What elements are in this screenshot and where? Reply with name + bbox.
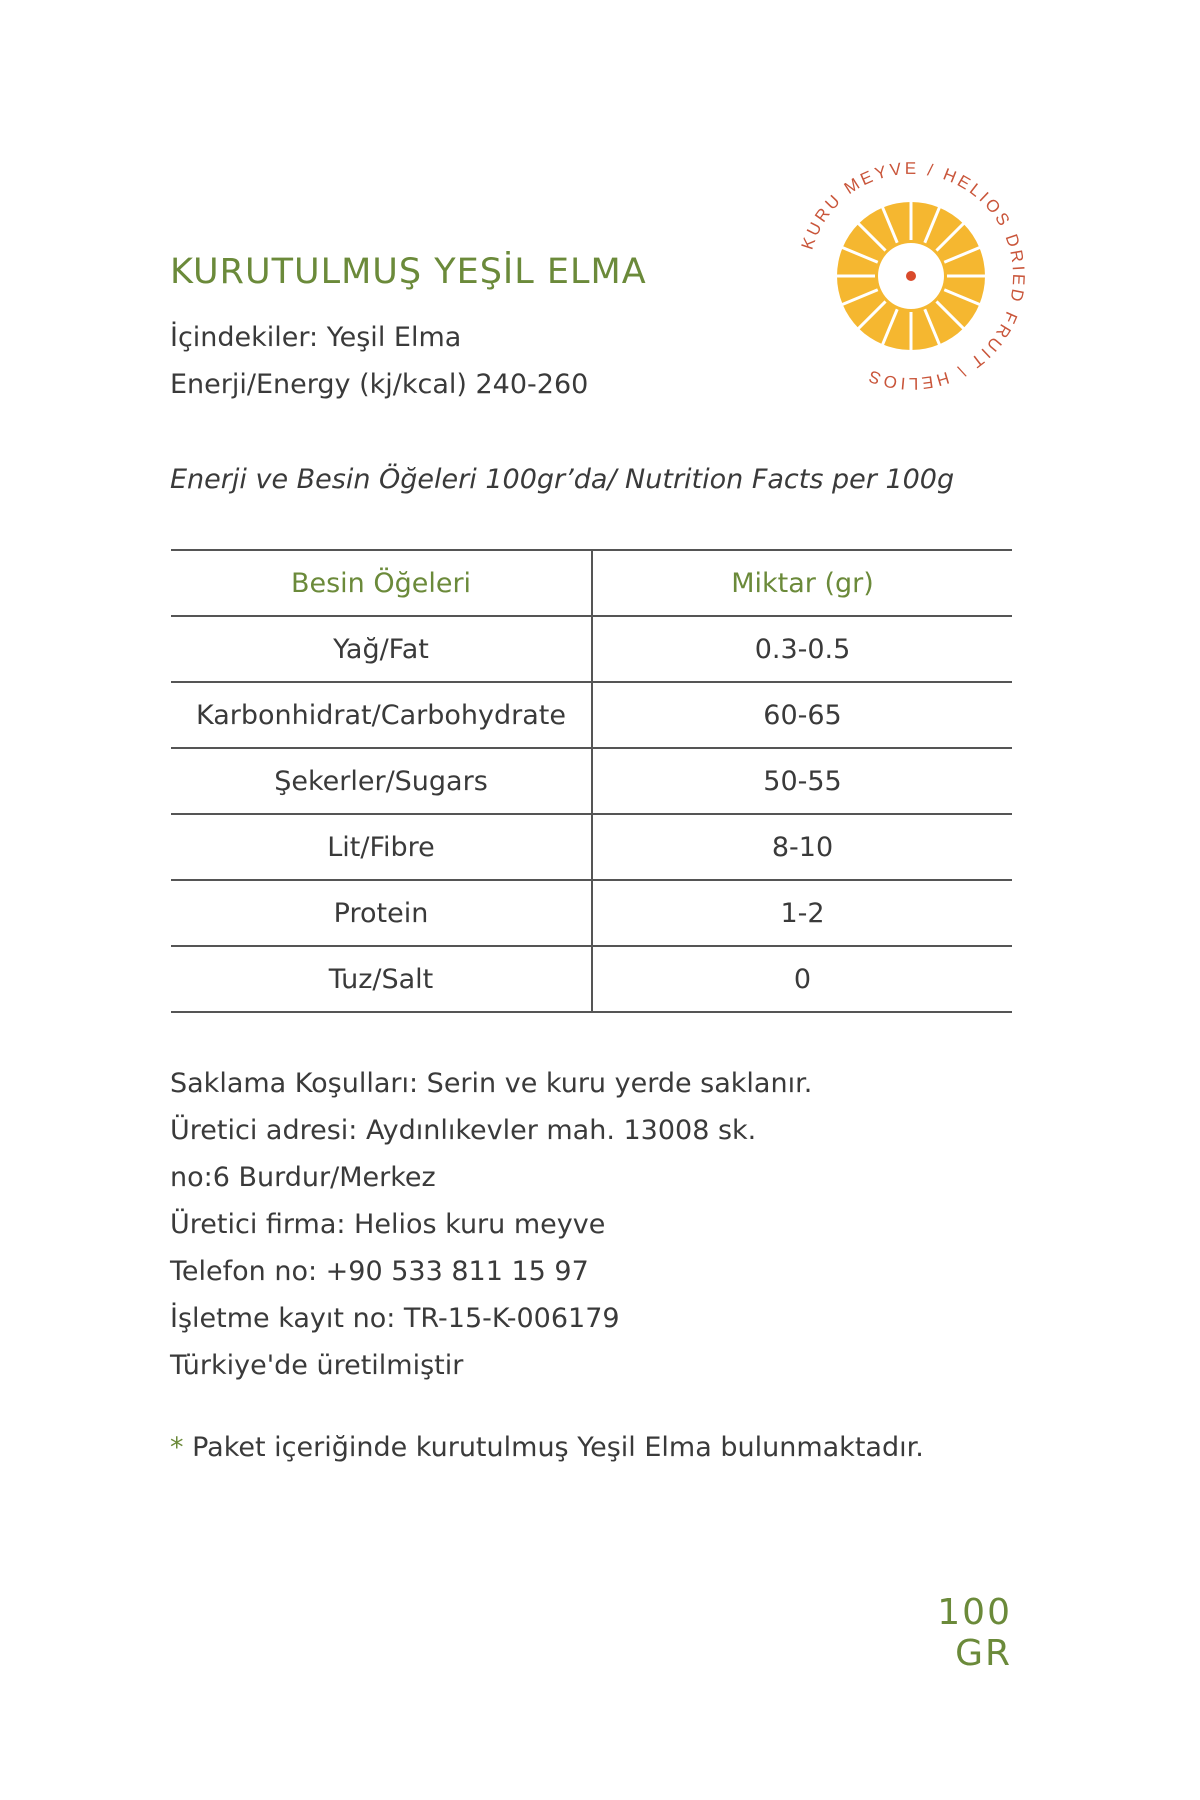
table-row <box>171 946 1012 1012</box>
note-asterisk: * <box>170 1432 184 1463</box>
sun-icon <box>835 200 987 352</box>
nutrient-name: Şekerler/Sugars <box>171 748 592 814</box>
nutrient-amount: 0 <box>592 946 1012 1012</box>
address-line-2: no:6 Burdur/Merkez <box>170 1162 436 1193</box>
nutrient-amount: 8-10 <box>592 814 1012 880</box>
header-amount: Miktar (gr) <box>592 550 1012 616</box>
table-row <box>171 748 1012 814</box>
table-row <box>171 814 1012 880</box>
note-text: Paket içeriğinde kurutulmuş Yeşil Elma bulunmaktadır. <box>192 1432 924 1463</box>
package-note <box>170 1432 924 1463</box>
header-nutrient: Besin Öğeleri <box>171 550 592 616</box>
product-title: KURUTULMUŞ YEŞİL ELMA <box>170 252 647 292</box>
ingredients-line: İçindekiler: Yeşil Elma <box>170 322 462 353</box>
producer-details <box>170 1060 812 1389</box>
nutrient-amount: 60-65 <box>592 682 1012 748</box>
origin-line: Türkiye'de üretilmiştir <box>170 1350 464 1381</box>
nutrition-table <box>171 549 1012 1013</box>
registration-line: İşletme kayıt no: TR-15-K-006179 <box>170 1303 620 1334</box>
nutrient-name: Yağ/Fat <box>171 616 592 682</box>
nutrient-amount: 1-2 <box>592 880 1012 946</box>
phone-line: Telefon no: +90 533 811 15 97 <box>170 1256 589 1287</box>
energy-line: Enerji/Energy (kj/kcal) 240-260 <box>170 369 589 400</box>
nutrient-amount: 0.3-0.5 <box>592 616 1012 682</box>
nutrient-name: Tuz/Salt <box>171 946 592 1012</box>
nutrient-name: Lit/Fibre <box>171 814 592 880</box>
helios-logo <box>788 153 1034 399</box>
sun-center-dot <box>906 271 916 281</box>
nutrient-amount: 50-55 <box>592 748 1012 814</box>
company-line: Üretici firma: Helios kuru meyve <box>170 1209 606 1240</box>
nutrient-name: Protein <box>171 880 592 946</box>
storage-line: Saklama Koşulları: Serin ve kuru yerde saklanır. <box>170 1068 813 1099</box>
table-row <box>171 682 1012 748</box>
address-line-1: Üretici adresi: Aydınlıkevler mah. 13008 sk. <box>170 1115 757 1146</box>
nutrient-name: Karbonhidrat/Carbohydrate <box>171 682 592 748</box>
table-header-row <box>171 550 1012 616</box>
net-weight: 100 GR <box>937 1592 1012 1674</box>
nutrition-subtitle: Enerji ve Besin Öğeleri 100gr’da/ Nutrition Facts per 100g <box>170 464 955 495</box>
table-row <box>171 880 1012 946</box>
table-row <box>171 616 1012 682</box>
logo-ring-text: KURU MEYVE / HELIOS DRIED FRUIT \ HELIOS <box>797 158 1029 394</box>
